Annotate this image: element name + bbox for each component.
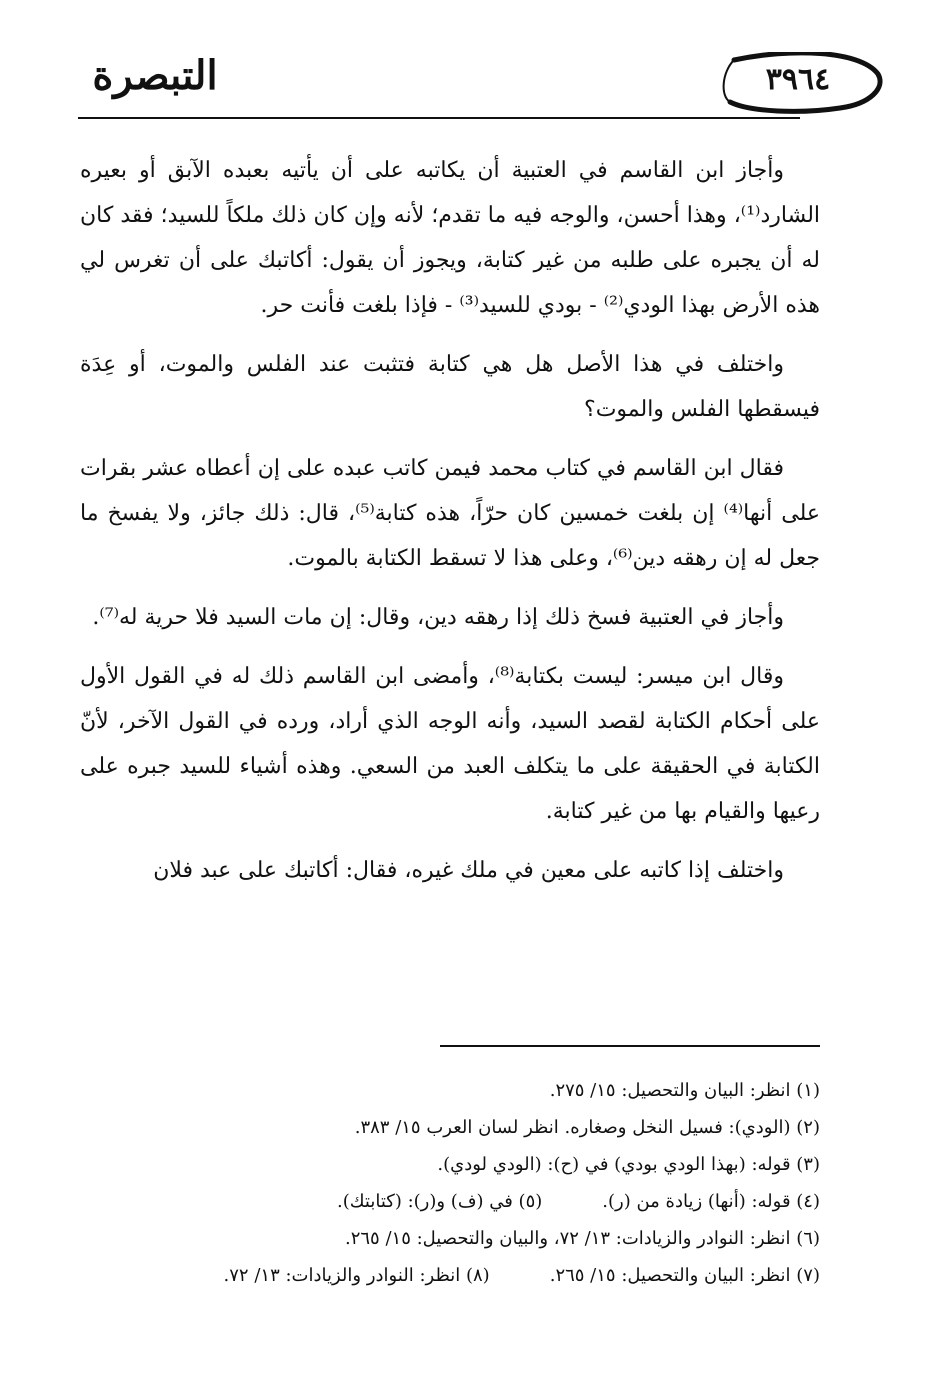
paragraph: واختلف في هذا الأصل هل هي كتابة فتثبت عند الفلس والموت، أو عِدَة فيسقطها الفلس والموت؟: [80, 352, 820, 422]
footnote-divider: [440, 1045, 820, 1047]
footnote-1: (١) انظر: البيان والتحصيل: ١٥/ ٢٧٥.: [549, 1080, 820, 1101]
paragraph: وأجاز ابن القاسم في العتبية أن يكاتبه على أن يأتيه بعبده الآبق أو بعيره الشارد⁽¹⁾، وهذا أحسن، والوجه فيه ما تقدم؛ لأنه وإن كان ذلك ملكاً للسيد؛ فقد كان له أن يجبره على طلبه من غير كتابة، ويجوز أن يقول: أكاتبك على أن تغرس لي هذه الأرض بهذا الودي⁽²⁾ - بودي للسيد⁽³⁾ - فإذا بلغت فأنت حر.: [80, 158, 821, 318]
footnote-row: [110, 1257, 820, 1294]
footnote-4: (٤) قوله: (أنها) زيادة من (ر).: [602, 1191, 820, 1212]
main-text: [80, 148, 820, 907]
footnote-row: [110, 1183, 820, 1220]
footnote-5: (٥) في (ف) و(ر): (كتابتك).: [337, 1191, 543, 1212]
paragraph: فقال ابن القاسم في كتاب محمد فيمن كاتب عبده على إن أعطاه عشر بقرات على أنها⁽⁴⁾ إن بلغت خمسين كان حرّاً، هذه كتابة⁽⁵⁾، قال: ذلك جائز، ولا يفسخ ما جعل له إن رهقه دين⁽⁶⁾، وعلى هذا لا تسقط الكتابة بالموت.: [80, 456, 820, 571]
footnote-7: (٧) انظر: البيان والتحصيل: ١٥/ ٢٦٥.: [549, 1265, 820, 1286]
footnotes: [110, 1072, 820, 1294]
page-number: ٣٩٦٤: [765, 62, 831, 97]
footnote-6: (٦) انظر: النوادر والزيادات: ١٣/ ٧٢، والبيان والتحصيل: ١٥/ ٢٦٥.: [344, 1228, 820, 1249]
page-number-badge: [720, 52, 884, 114]
header-divider: [78, 117, 800, 119]
paragraph: واختلف إذا كاتبه على معين في ملك غيره، فقال: أكاتبك على عبد فلان: [153, 858, 784, 883]
paragraph: وقال ابن ميسر: ليست بكتابة⁽⁸⁾، وأمضى ابن القاسم ذلك له في القول الأول على أحكام الكتابة لقصد السيد، وأنه الوجه الذي أراد، ورده في القول الآخر، لأنّ الكتابة في الحقيقة على ما يتكلف العبد من السعي. وهذه أشياء للسيد جبره على رعيها والقيام بها من غير كتابة.: [80, 664, 820, 824]
page-header: [60, 40, 840, 120]
book-title: التبصرة: [92, 52, 218, 99]
footnote-8: (٨) انظر: النوادر والزيادات: ١٣/ ٧٢.: [223, 1265, 490, 1286]
paragraph: وأجاز في العتبية فسخ ذلك إذا رهقه دين، وقال: إن مات السيد فلا حرية له⁽⁷⁾.: [92, 605, 784, 630]
footnote-3: (٣) قوله: (بهذا الودي بودي) في (ح): (الودي لودي).: [437, 1154, 820, 1175]
footnote-2: (٢) (الودي): فسيل النخل وصغاره. انظر لسان العرب ١٥/ ٣٨٣.: [354, 1117, 820, 1138]
